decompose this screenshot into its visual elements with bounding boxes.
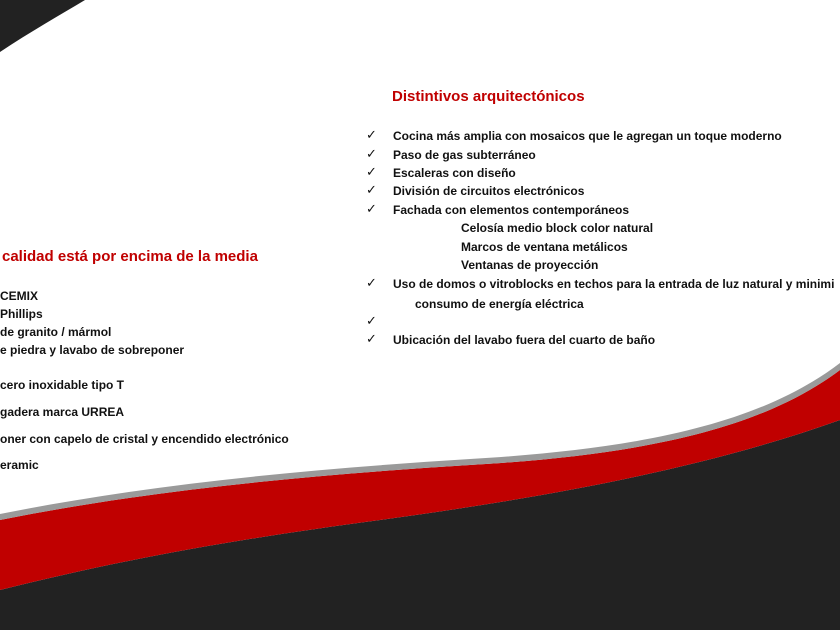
checklist-item: División de circuitos electrónicos: [393, 184, 585, 198]
checkmark-icon: ✓: [366, 276, 377, 291]
checkmark-icon: ✓: [366, 165, 377, 180]
checklist-sub-item: Marcos de ventana metálicos: [461, 240, 628, 254]
checkmark-icon: ✓: [366, 183, 377, 198]
checklist-item: Paso de gas subterráneo: [393, 148, 536, 162]
right-section-title: Distintivos arquitectónicos: [392, 88, 585, 105]
left-list-item: CEMIX: [0, 289, 39, 303]
checkmark-icon: ✓: [366, 314, 377, 329]
checklist-item: Uso de domos o vitroblocks en techos para la entrada de luz natural y minimi: [393, 277, 835, 291]
checklist-item: Cocina más amplia con mosaicos que le agregan un toque moderno: [393, 129, 782, 143]
left-list-item: gadera marca URREA: [0, 405, 125, 419]
checklist-sub-item: Ventanas de proyección: [461, 258, 599, 272]
left-list-item: Phillips: [0, 307, 43, 321]
left-section-title: calidad está por encima de la media: [2, 248, 258, 265]
checklist-item-continuation: consumo de energía eléctrica: [415, 297, 584, 311]
top-left-dark-swoosh: [0, 0, 85, 52]
checklist-sub-item: Celosía medio block color natural: [461, 221, 654, 235]
checkmark-icon: ✓: [366, 147, 377, 162]
checkmark-icon: ✓: [366, 332, 377, 347]
left-list-item: oner con capelo de cristal y encendido electrónico: [0, 432, 289, 446]
checklist-item: Ubicación del lavabo fuera del cuarto de baño: [393, 333, 656, 347]
checklist-item: Fachada con elementos contemporáneos: [393, 203, 630, 217]
checkmark-icon: ✓: [366, 202, 377, 217]
checkmark-icon: ✓: [366, 128, 377, 143]
left-list-item: de granito / mármol: [0, 325, 112, 339]
left-list-item: eramic: [0, 458, 39, 472]
left-list-item: e piedra y lavabo de sobreponer: [0, 343, 185, 357]
checklist-item: Escaleras con diseño: [393, 166, 516, 180]
left-list-item: cero inoxidable tipo T: [0, 378, 125, 392]
